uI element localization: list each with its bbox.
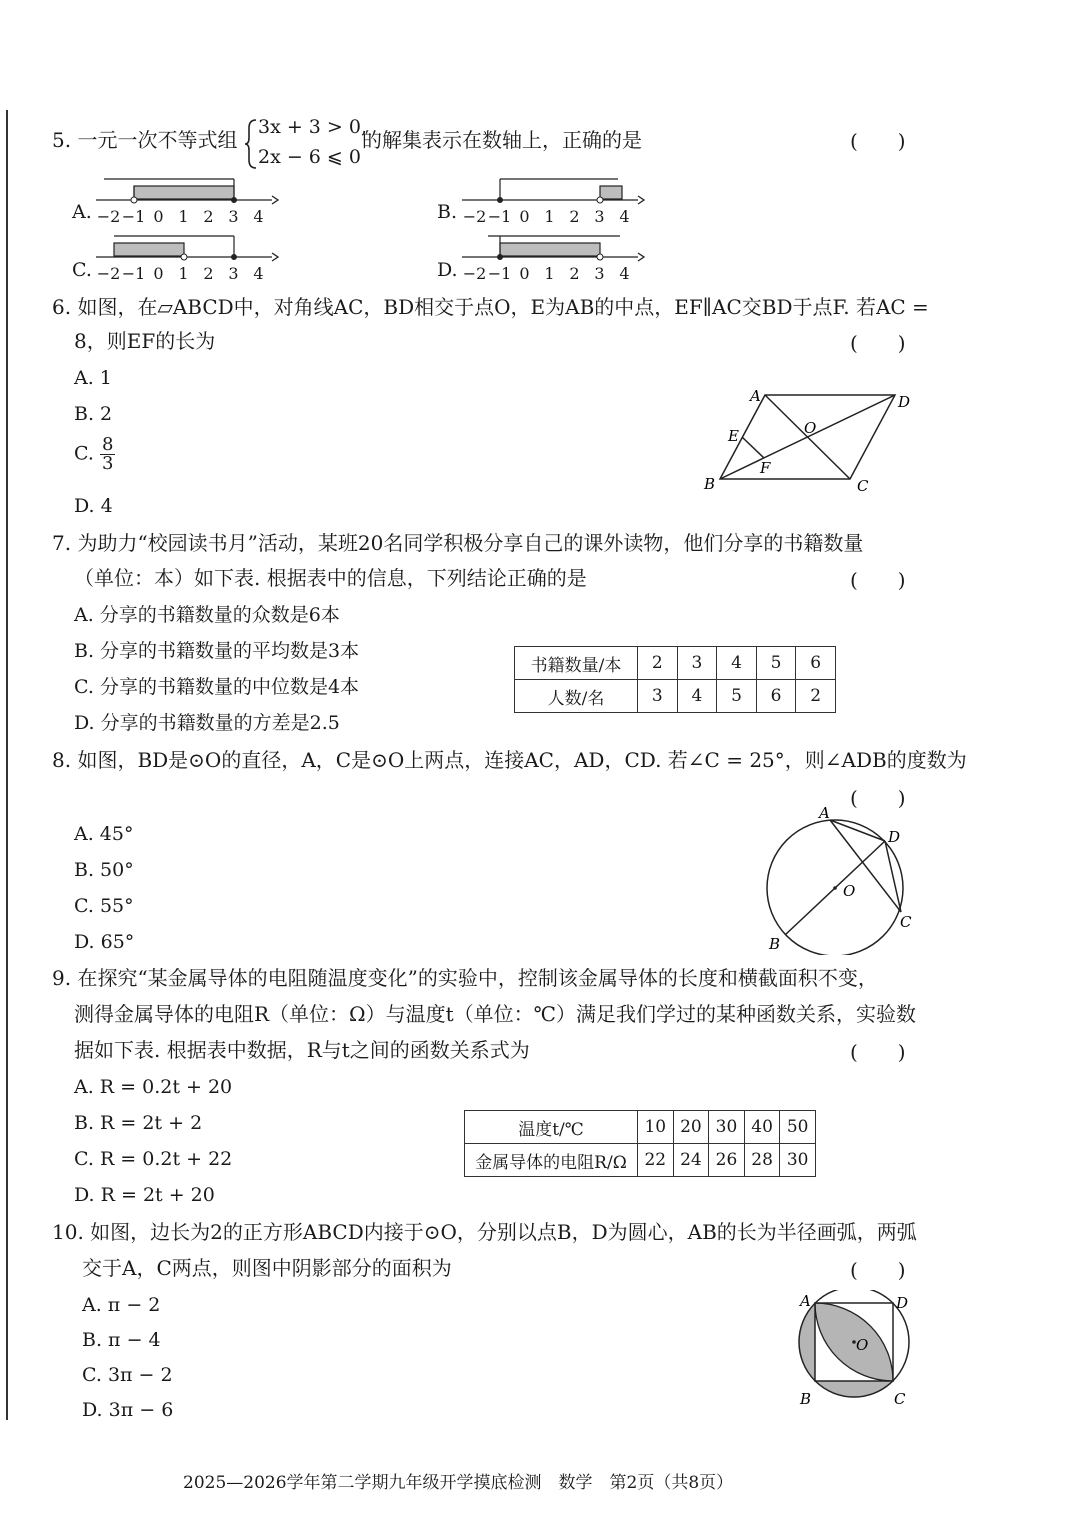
q6-option-c [74, 436, 115, 473]
q7-option-d: D. 分享的书籍数量的方差是2.5 [74, 712, 340, 734]
q8-label-b: B [769, 935, 781, 953]
q6-option-a: A. 1 [74, 367, 112, 389]
table-row: 人数/名 3 4 5 6 2 [515, 680, 836, 713]
q9-answer-paren: ( ) [850, 1040, 906, 1064]
q10-option-a: A. π − 2 [82, 1294, 161, 1316]
q5-stem-suffix: 的解集表示在数轴上，正确的是 [362, 128, 642, 152]
q7-answer-paren: ( ) [850, 568, 906, 592]
q8-label-o: O [843, 882, 856, 900]
q10-option-b: B. π − 4 [82, 1329, 161, 1351]
q8-answer-paren: ( ) [850, 786, 906, 810]
q7-option-b: B. 分享的书籍数量的平均数是3本 [74, 640, 360, 662]
q6-label-d: D [898, 393, 911, 411]
q8-circle-figure [755, 800, 925, 955]
q10-label-o: O [856, 1336, 869, 1354]
q6-label-b: B [704, 475, 716, 493]
q5-option-b-ticks: −2−1 0 1 2 3 4 [462, 207, 630, 226]
q9-option-b: B. R = 2t + 2 [74, 1112, 203, 1134]
q8-option-b: B. 50° [74, 859, 134, 881]
q10-label-a: A [800, 1292, 811, 1310]
q8-stem-line-1: 8. 如图，BD是⊙O的直径，A，C是⊙O上两点，连接AC，AD，CD. 若∠C = 25°，则∠ADB的度数为 [52, 748, 967, 772]
q6-stem-line-1: 6. 如图，在▱ABCD中，对角线AC，BD相交于点O，E为AB的中点，EF∥AC交BD于点F. 若AC = [52, 295, 929, 319]
q8-option-c: C. 55° [74, 895, 134, 917]
q5-option-b-label: B. [437, 201, 458, 223]
q5-brace [244, 118, 258, 170]
q8-label-d: D [888, 828, 901, 846]
q9-option-a: A. R = 0.2t + 20 [74, 1076, 233, 1098]
q9-stem-line-1: 9. 在探究“某金属导体的电阻随温度变化”的实验中，控制该金属导体的长度和横截面积不变， [52, 966, 878, 990]
q9-data-table [464, 1110, 816, 1177]
q6-option-c-fraction: $\frac{8}{3}$ [101, 434, 114, 474]
q5-option-a-label: A. [72, 201, 92, 223]
q10-stem-line-1: 10. 如图，边长为2的正方形ABCD内接于⊙O，分别以点B，D为圆心，AB的长为半径画弧，两弧 [52, 1220, 917, 1244]
q6-label-c: C [857, 477, 869, 495]
table-row: 金属导体的电阻R/Ω 22 24 26 28 30 [465, 1144, 816, 1177]
q5-stem-prefix: 5. 一元一次不等式组 [52, 128, 238, 152]
table-row: 温度t/℃ 10 20 30 40 50 [465, 1111, 816, 1144]
q9-option-d: D. R = 2t + 20 [74, 1184, 215, 1206]
q6-option-b: B. 2 [74, 403, 113, 425]
q10-stem-line-2: 交于A，C两点，则图中阴影部分的面积为 [82, 1256, 452, 1280]
q6-label-e: E [728, 427, 739, 445]
q5-inequality-2: 2x − 6 ⩽ 0 [258, 146, 361, 168]
page-footer: 2025—2026学年第二学期九年级开学摸底检测 数学 第2页（共8页） [183, 1473, 734, 1493]
q5-option-a-ticks: −2−1 0 1 2 3 4 [96, 207, 264, 226]
table-row: 书籍数量/本 2 3 4 5 6 [515, 647, 836, 680]
q9-stem-line-3: 据如下表. 根据表中数据，R与t之间的函数关系式为 [74, 1038, 530, 1062]
q9-option-c: C. R = 0.2t + 22 [74, 1148, 233, 1170]
q10-answer-paren: ( ) [850, 1258, 906, 1282]
q8-label-c: C [900, 913, 912, 931]
q5-answer-paren: ( ) [850, 129, 906, 153]
q6-stem-line-2: 8，则EF的长为 [74, 329, 216, 353]
q7-stem-line-1: 7. 为助力“校园读书月”活动，某班20名同学积极分享自己的课外读物，他们分享的书籍数量 [52, 531, 864, 555]
q6-label-f: F [760, 459, 771, 477]
q6-label-a: A [750, 387, 761, 405]
q7-option-c: C. 分享的书籍数量的中位数是4本 [74, 676, 360, 698]
margin-line [6, 110, 8, 1420]
q5-inequality-1: 3x + 3 > 0, [258, 116, 368, 138]
q5-option-d-ticks: −2−1 0 1 2 3 4 [462, 264, 630, 283]
q10-option-d: D. 3π − 6 [82, 1399, 174, 1421]
q10-label-c: C [894, 1390, 906, 1408]
q10-label-b: B [800, 1390, 812, 1408]
q8-option-d: D. 65° [74, 931, 135, 953]
q5-option-c-label: C. [72, 259, 92, 281]
q10-square-circle-figure [790, 1290, 920, 1410]
q6-label-o: O [804, 419, 817, 437]
q7-option-a: A. 分享的书籍数量的众数是6本 [74, 604, 340, 626]
q6-option-d: D. 4 [74, 495, 113, 517]
q6-parallelogram-figure [700, 385, 925, 495]
q6-answer-paren: ( ) [850, 331, 906, 355]
q5-option-c-ticks: −2−1 0 1 2 3 4 [96, 264, 264, 283]
q10-option-c: C. 3π − 2 [82, 1364, 173, 1386]
q5-option-d-label: D. [437, 259, 458, 281]
q8-label-a: A [819, 804, 830, 822]
q7-stem-line-2: （单位：本）如下表. 根据表中的信息，下列结论正确的是 [74, 566, 587, 590]
q6-option-c-label: C. [74, 442, 94, 465]
q7-data-table [514, 646, 836, 713]
q8-option-a: A. 45° [74, 823, 134, 845]
q10-label-d: D [896, 1294, 909, 1312]
q9-stem-line-2: 测得金属导体的电阻R（单位：Ω）与温度t（单位：℃）满足我们学过的某种函数关系，实验数 [74, 1002, 917, 1026]
